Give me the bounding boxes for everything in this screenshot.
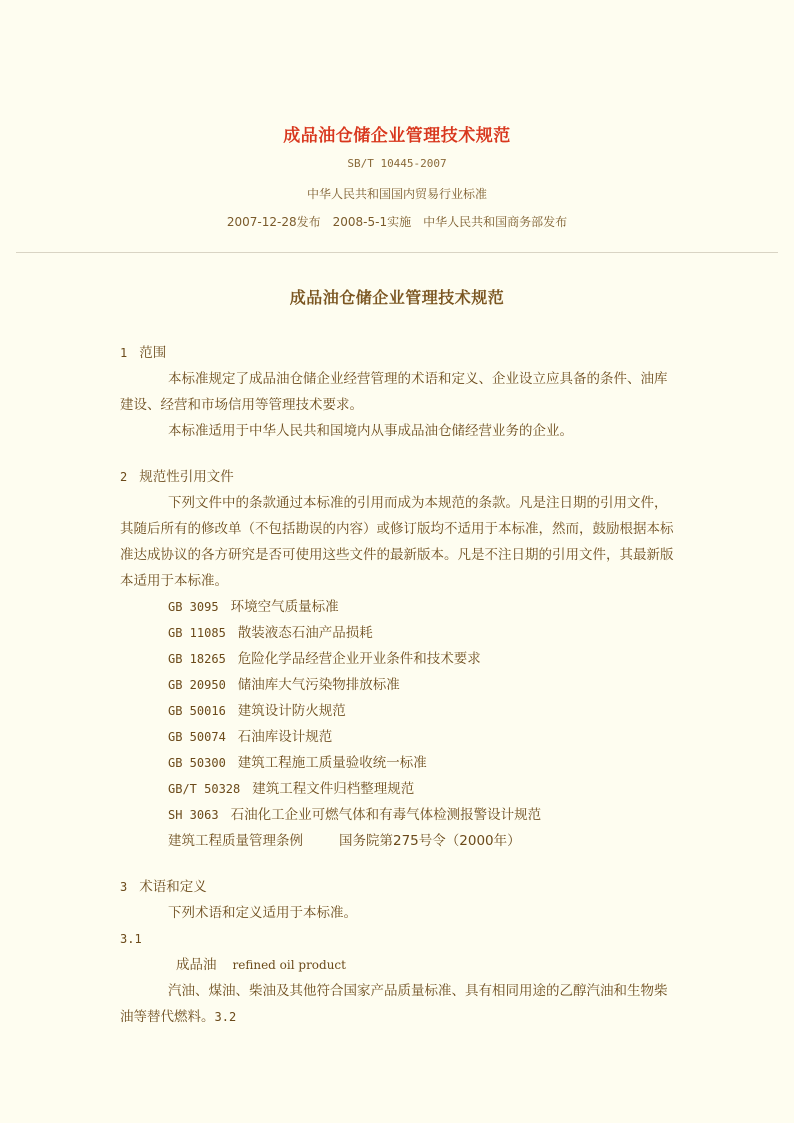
paragraph: 本标准规定了成品油仓储企业经营管理的术语和定义、企业设立应具备的条件、油库建设、经营和市场信用等管理技术要求。	[120, 371, 668, 413]
reference-item	[120, 698, 680, 724]
reference-code: GB 50300	[168, 756, 226, 770]
section-title: 规范性引用文件	[139, 469, 234, 485]
section-number: 1	[120, 346, 128, 360]
reference-item	[120, 620, 680, 646]
reference-code: GB 18265	[168, 652, 226, 666]
reference-item	[120, 776, 680, 802]
section-number: 3	[120, 880, 128, 894]
reference-item	[120, 828, 680, 854]
term-chinese: 成品油	[176, 957, 217, 973]
reference-item	[120, 724, 680, 750]
reference-code: GB/T 50328	[168, 782, 241, 796]
reference-item	[120, 802, 680, 828]
subsection-number: 3.1	[120, 932, 142, 946]
reference-code: 建筑工程质量管理条例	[168, 833, 303, 849]
reference-name: 散装液态石油产品损耗	[237, 625, 373, 641]
reference-item	[120, 594, 680, 620]
paragraph: 本标准适用于中华人民共和国境内从事成品油仓储经营业务的企业。	[168, 423, 573, 439]
paragraph: 下列术语和定义适用于本标准。	[168, 905, 357, 921]
reference-name: 环境空气质量标准	[230, 599, 339, 615]
next-subsection-number: 3.2	[214, 1010, 237, 1024]
reference-code: GB 50016	[168, 704, 226, 718]
dates-line: 2007-12-28发布 2008-5-1实施 中华人民共和国商务部发布	[226, 215, 568, 229]
issuer-line: 中华人民共和国国内贸易行业标准	[306, 187, 487, 201]
main-title: 成品油仓储企业管理技术规范	[289, 288, 505, 307]
reference-item	[120, 646, 680, 672]
reference-code: GB 50074	[168, 730, 226, 744]
document-body	[120, 340, 680, 1030]
reference-name: 危险化学品经营企业开业条件和技术要求	[237, 651, 481, 667]
divider	[16, 252, 778, 253]
definition-paragraph	[120, 978, 680, 1030]
term-english: refined oil product	[232, 958, 346, 972]
reference-name: 石油库设计规范	[237, 729, 333, 745]
section-title: 范围	[139, 345, 167, 361]
section-title: 术语和定义	[139, 879, 207, 895]
document-title: 成品油仓储企业管理技术规范	[283, 126, 511, 146]
paragraph: 下列文件中的条款通过本标准的引用而成为本规范的条款。凡是注日期的引用文件，其随后所有的修改单（不包括勘误的内容）或修订版均不适用于本标准，然而，鼓励根据本标准达成协议的各方研究是否可使用这些文件的最新版本。凡是不注日期的引用文件，其最新版本适用于本标准。	[120, 495, 674, 589]
reference-item	[120, 672, 680, 698]
section-heading	[120, 874, 680, 900]
reference-code: GB 3095	[168, 600, 219, 614]
reference-name: 建筑工程文件归档整理规范	[252, 781, 415, 797]
reference-code: SH 3063	[168, 808, 219, 822]
reference-name: 建筑工程施工质量验收统一标准	[237, 755, 427, 771]
section-heading	[120, 464, 680, 490]
reference-name: 储油库大气污染物排放标准	[237, 677, 400, 693]
standard-code: SB/T 10445-2007	[347, 157, 447, 170]
reference-code: GB 20950	[168, 678, 226, 692]
reference-code: GB 11085	[168, 626, 226, 640]
reference-item	[120, 750, 680, 776]
section-number: 2	[120, 470, 128, 484]
reference-name: 建筑设计防火规范	[237, 703, 346, 719]
term-entry	[120, 952, 680, 978]
reference-name: 石油化工企业可燃气体和有毒气体检测报警设计规范	[230, 807, 542, 823]
definition-text: 汽油、煤油、柴油及其他符合国家产品质量标准、具有相同用途的乙醇汽油和生物柴油等替代燃料。	[120, 983, 668, 1025]
section-heading	[120, 340, 680, 366]
reference-name: 国务院第275号令（2000年）	[339, 833, 521, 849]
